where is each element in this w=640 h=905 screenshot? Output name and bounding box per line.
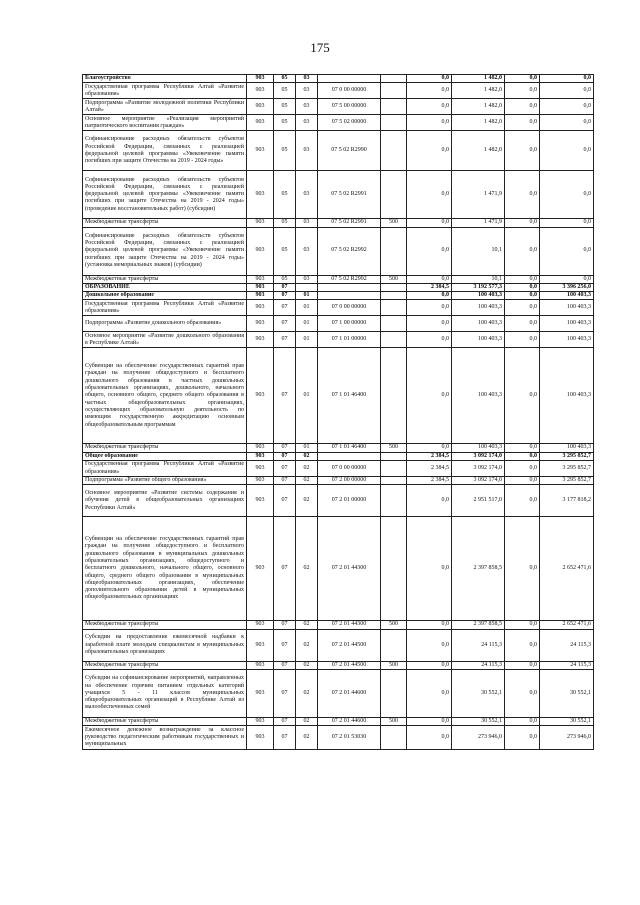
cell-v4: 2 652 471,6 bbox=[540, 621, 594, 629]
cell-csr: 07 0 00 00000 bbox=[318, 461, 381, 477]
cell-vr: 500 bbox=[381, 444, 407, 452]
cell-v4: 0,0 bbox=[540, 275, 594, 283]
cell-v1: 0,0 bbox=[407, 131, 452, 171]
cell-adm: 903 bbox=[247, 300, 274, 316]
cell-v4: 3 295 852,7 bbox=[540, 461, 594, 477]
cell-v4: 0,0 bbox=[540, 171, 594, 219]
cell-pr: 01 bbox=[296, 300, 318, 316]
cell-v4: 0,0 bbox=[540, 115, 594, 131]
cell-name: Софинансирование расходных обязательств субъектов Российской Федерации, связанных с реализацией федеральной целевой программы «Увековечение памяти погибших при защите Отечества на 2019 - 2024 годы» bbox=[83, 131, 247, 171]
cell-adm: 903 bbox=[247, 219, 274, 227]
cell-v3: 0,0 bbox=[505, 517, 540, 621]
cell-v1: 2 384,5 bbox=[407, 283, 452, 291]
cell-adm: 903 bbox=[247, 444, 274, 452]
cell-v3: 0,0 bbox=[505, 629, 540, 661]
cell-vr: 500 bbox=[381, 219, 407, 227]
cell-pr: 03 bbox=[296, 227, 318, 275]
cell-v2: 3 192 577,3 bbox=[452, 283, 505, 291]
cell-adm: 903 bbox=[247, 171, 274, 219]
cell-pr: 02 bbox=[296, 629, 318, 661]
cell-v1: 0,0 bbox=[407, 99, 452, 115]
cell-v3: 0,0 bbox=[505, 444, 540, 452]
table-row bbox=[83, 275, 594, 283]
cell-v2: 3 092 174,0 bbox=[452, 452, 505, 460]
cell-v3: 0,0 bbox=[505, 726, 540, 750]
table-row bbox=[83, 717, 594, 725]
table-row bbox=[83, 75, 594, 83]
table-row bbox=[83, 131, 594, 171]
cell-pr: 02 bbox=[296, 485, 318, 517]
cell-rz: 07 bbox=[274, 661, 296, 669]
cell-v1: 0,0 bbox=[407, 348, 452, 444]
cell-csr: 07 5 02 R2991 bbox=[318, 219, 381, 227]
cell-adm: 903 bbox=[247, 275, 274, 283]
cell-csr: 07 1 00 00000 bbox=[318, 316, 381, 332]
cell-vr bbox=[381, 348, 407, 444]
cell-v1: 0,0 bbox=[407, 300, 452, 316]
cell-csr: 07 5 02 00000 bbox=[318, 115, 381, 131]
cell-vr bbox=[381, 292, 407, 300]
cell-v3: 0,0 bbox=[505, 219, 540, 227]
cell-v3: 0,0 bbox=[505, 477, 540, 485]
cell-vr bbox=[381, 477, 407, 485]
table-row bbox=[83, 629, 594, 661]
cell-v1: 0,0 bbox=[407, 629, 452, 661]
cell-v2: 1 471,9 bbox=[452, 219, 505, 227]
cell-rz: 07 bbox=[274, 477, 296, 485]
cell-adm: 903 bbox=[247, 452, 274, 460]
table-row bbox=[83, 300, 594, 316]
cell-v3: 0,0 bbox=[505, 621, 540, 629]
table-row bbox=[83, 621, 594, 629]
cell-name: Межбюджетные трансферты bbox=[83, 275, 247, 283]
cell-v1: 0,0 bbox=[407, 316, 452, 332]
cell-rz: 05 bbox=[274, 99, 296, 115]
cell-adm: 903 bbox=[247, 75, 274, 83]
cell-vr bbox=[381, 300, 407, 316]
cell-adm: 903 bbox=[247, 477, 274, 485]
cell-v4: 273 946,0 bbox=[540, 726, 594, 750]
cell-v1: 0,0 bbox=[407, 661, 452, 669]
cell-name: Основное мероприятие «Развитие системы содержания и обучения детей в общеобразовательных организациях Республики Алтай» bbox=[83, 485, 247, 517]
cell-vr bbox=[381, 629, 407, 661]
cell-v1: 0,0 bbox=[407, 115, 452, 131]
cell-pr: 02 bbox=[296, 452, 318, 460]
table-row bbox=[83, 661, 594, 669]
cell-v2: 30 552,1 bbox=[452, 717, 505, 725]
cell-pr: 02 bbox=[296, 517, 318, 621]
cell-rz: 07 bbox=[274, 348, 296, 444]
cell-pr: 02 bbox=[296, 477, 318, 485]
cell-vr bbox=[381, 669, 407, 717]
cell-pr: 02 bbox=[296, 621, 318, 629]
table-row bbox=[83, 461, 594, 477]
cell-rz: 07 bbox=[274, 669, 296, 717]
cell-csr: 07 0 00 00000 bbox=[318, 83, 381, 99]
cell-csr: 07 1 01 46400 bbox=[318, 444, 381, 452]
cell-v1: 0,0 bbox=[407, 292, 452, 300]
cell-vr bbox=[381, 115, 407, 131]
cell-v2: 1 482,0 bbox=[452, 131, 505, 171]
cell-name: Межбюджетные трансферты bbox=[83, 621, 247, 629]
cell-name: Межбюджетные трансферты bbox=[83, 444, 247, 452]
cell-v2: 100 403,3 bbox=[452, 300, 505, 316]
cell-v1: 0,0 bbox=[407, 726, 452, 750]
cell-vr bbox=[381, 726, 407, 750]
cell-pr: 03 bbox=[296, 275, 318, 283]
cell-adm: 903 bbox=[247, 485, 274, 517]
cell-v4: 0,0 bbox=[540, 75, 594, 83]
cell-vr bbox=[381, 131, 407, 171]
cell-v3: 0,0 bbox=[505, 99, 540, 115]
cell-v1: 0,0 bbox=[407, 669, 452, 717]
cell-v2: 100 403,3 bbox=[452, 292, 505, 300]
cell-rz: 05 bbox=[274, 131, 296, 171]
cell-pr: 02 bbox=[296, 669, 318, 717]
cell-v4: 3 177 818,2 bbox=[540, 485, 594, 517]
cell-v2: 3 092 174,0 bbox=[452, 461, 505, 477]
cell-v1: 0,0 bbox=[407, 621, 452, 629]
cell-name: Общее образование bbox=[83, 452, 247, 460]
cell-name: Подпрограмма «Развитие общего образования» bbox=[83, 477, 247, 485]
cell-rz: 05 bbox=[274, 227, 296, 275]
cell-rz: 05 bbox=[274, 83, 296, 99]
cell-v2: 1 482,0 bbox=[452, 83, 505, 99]
cell-rz: 05 bbox=[274, 219, 296, 227]
cell-csr: 07 1 01 46400 bbox=[318, 348, 381, 444]
cell-v4: 0,0 bbox=[540, 219, 594, 227]
cell-rz: 07 bbox=[274, 461, 296, 477]
cell-vr bbox=[381, 283, 407, 291]
cell-vr: 500 bbox=[381, 717, 407, 725]
cell-rz: 07 bbox=[274, 629, 296, 661]
cell-v2: 30 552,1 bbox=[452, 669, 505, 717]
cell-v4: 100 403,3 bbox=[540, 316, 594, 332]
cell-csr bbox=[318, 75, 381, 83]
cell-v4: 3 295 852,7 bbox=[540, 452, 594, 460]
cell-vr bbox=[381, 517, 407, 621]
cell-name: Межбюджетные трансферты bbox=[83, 717, 247, 725]
cell-csr: 07 2 01 44600 bbox=[318, 717, 381, 725]
cell-v3: 0,0 bbox=[505, 115, 540, 131]
cell-csr: 07 0 00 00000 bbox=[318, 300, 381, 316]
cell-vr bbox=[381, 316, 407, 332]
cell-vr: 500 bbox=[381, 275, 407, 283]
cell-pr: 02 bbox=[296, 726, 318, 750]
cell-name: Межбюджетные трансферты bbox=[83, 219, 247, 227]
cell-v4: 3 295 852,7 bbox=[540, 477, 594, 485]
table-row bbox=[83, 348, 594, 444]
cell-name: Благоустройство bbox=[83, 75, 247, 83]
cell-v2: 273 946,0 bbox=[452, 726, 505, 750]
table-row bbox=[83, 219, 594, 227]
cell-adm: 903 bbox=[247, 332, 274, 348]
cell-rz: 07 bbox=[274, 452, 296, 460]
cell-v3: 0,0 bbox=[505, 275, 540, 283]
cell-v3: 0,0 bbox=[505, 661, 540, 669]
cell-v1: 0,0 bbox=[407, 75, 452, 83]
cell-pr: 03 bbox=[296, 99, 318, 115]
cell-pr: 01 bbox=[296, 316, 318, 332]
cell-adm: 903 bbox=[247, 621, 274, 629]
cell-vr bbox=[381, 332, 407, 348]
cell-adm: 903 bbox=[247, 717, 274, 725]
cell-name: Субвенции на обеспечение государственных гарантий прав граждан на получение общедоступного и бесплатного дошкольного образования в частных дошкольных образовательных организациях, дошкольного, начального общего, основного общего, среднего общего образования в частных общеобразовательных организациях, осуществляющих образовательную деятельность по имеющим государственную аккредитацию основным общеобразовательным программам bbox=[83, 348, 247, 444]
cell-v1: 0,0 bbox=[407, 83, 452, 99]
cell-csr: 07 2 01 00000 bbox=[318, 485, 381, 517]
cell-v4: 100 403,3 bbox=[540, 444, 594, 452]
table-row bbox=[83, 316, 594, 332]
cell-v2: 3 092 174,0 bbox=[452, 477, 505, 485]
cell-csr: 07 5 02 R2992 bbox=[318, 227, 381, 275]
cell-name: Подпрограмма «Развитие молодежной политики Республики Алтай» bbox=[83, 99, 247, 115]
cell-rz: 07 bbox=[274, 292, 296, 300]
cell-v1: 2 384,5 bbox=[407, 461, 452, 477]
cell-rz: 07 bbox=[274, 517, 296, 621]
cell-v1: 2 384,5 bbox=[407, 477, 452, 485]
cell-v1: 2 384,5 bbox=[407, 452, 452, 460]
cell-csr: 07 2 00 00000 bbox=[318, 477, 381, 485]
cell-csr: 07 2 01 44300 bbox=[318, 621, 381, 629]
cell-name: Основное мероприятие «Развитие дошкольного образования в Республике Алтай» bbox=[83, 332, 247, 348]
cell-vr bbox=[381, 83, 407, 99]
cell-v2: 10,1 bbox=[452, 227, 505, 275]
cell-rz: 07 bbox=[274, 621, 296, 629]
cell-adm: 903 bbox=[247, 517, 274, 621]
cell-adm: 903 bbox=[247, 131, 274, 171]
cell-v4: 2 652 471,6 bbox=[540, 517, 594, 621]
cell-name: Софинансирование расходных обязательств субъектов Российской Федерации, связанных с реализацией федеральной целевой программы «Увековечение памяти погибших при защите Отечества на 2019 - 2024 годы» (установка мемориальных знаков) (субсидии) bbox=[83, 227, 247, 275]
cell-vr bbox=[381, 227, 407, 275]
cell-v1: 0,0 bbox=[407, 717, 452, 725]
cell-v1: 0,0 bbox=[407, 485, 452, 517]
cell-csr: 07 2 01 53030 bbox=[318, 726, 381, 750]
cell-v3: 0,0 bbox=[505, 669, 540, 717]
table-row bbox=[83, 332, 594, 348]
cell-v3: 0,0 bbox=[505, 75, 540, 83]
cell-pr: 01 bbox=[296, 348, 318, 444]
cell-vr bbox=[381, 99, 407, 115]
cell-csr: 07 2 01 44500 bbox=[318, 629, 381, 661]
cell-rz: 07 bbox=[274, 300, 296, 316]
cell-v1: 0,0 bbox=[407, 219, 452, 227]
cell-v3: 0,0 bbox=[505, 316, 540, 332]
cell-rz: 07 bbox=[274, 717, 296, 725]
cell-adm: 903 bbox=[247, 99, 274, 115]
cell-pr: 02 bbox=[296, 661, 318, 669]
cell-v3: 0,0 bbox=[505, 292, 540, 300]
cell-name: Основное мероприятие «Реализация мероприятий патриотического воспитания граждан» bbox=[83, 115, 247, 131]
cell-v4: 100 403,3 bbox=[540, 332, 594, 348]
cell-v3: 0,0 bbox=[505, 131, 540, 171]
cell-adm: 903 bbox=[247, 669, 274, 717]
cell-name: Межбюджетные трансферты bbox=[83, 661, 247, 669]
cell-name: Дошкольное образование bbox=[83, 292, 247, 300]
cell-vr bbox=[381, 452, 407, 460]
cell-rz: 07 bbox=[274, 283, 296, 291]
table-row bbox=[83, 517, 594, 621]
cell-v2: 1 482,0 bbox=[452, 99, 505, 115]
cell-v3: 0,0 bbox=[505, 717, 540, 725]
cell-v2: 2 951 517,0 bbox=[452, 485, 505, 517]
budget-table bbox=[82, 74, 594, 750]
cell-csr: 07 5 00 00000 bbox=[318, 99, 381, 115]
cell-csr: 07 2 01 44300 bbox=[318, 517, 381, 621]
cell-v3: 0,0 bbox=[505, 283, 540, 291]
cell-v2: 1 482,0 bbox=[452, 115, 505, 131]
cell-v3: 0,0 bbox=[505, 348, 540, 444]
cell-csr bbox=[318, 292, 381, 300]
cell-csr bbox=[318, 283, 381, 291]
table-row bbox=[83, 115, 594, 131]
cell-adm: 903 bbox=[247, 316, 274, 332]
cell-csr: 07 5 02 R2992 bbox=[318, 275, 381, 283]
cell-pr: 02 bbox=[296, 717, 318, 725]
cell-adm: 903 bbox=[247, 283, 274, 291]
cell-pr: 03 bbox=[296, 83, 318, 99]
cell-name: Подпрограмма «Развитие дошкольного образования» bbox=[83, 316, 247, 332]
cell-name: Ежемесячное денежное вознаграждение за классное руководство педагогическим работникам государственных и муниципальных bbox=[83, 726, 247, 750]
cell-adm: 903 bbox=[247, 292, 274, 300]
cell-vr: 500 bbox=[381, 621, 407, 629]
cell-v4: 0,0 bbox=[540, 227, 594, 275]
table-row bbox=[83, 444, 594, 452]
cell-rz: 07 bbox=[274, 444, 296, 452]
cell-csr: 07 2 01 44500 bbox=[318, 661, 381, 669]
cell-v3: 0,0 bbox=[505, 227, 540, 275]
cell-csr: 07 1 01 00000 bbox=[318, 332, 381, 348]
table-row bbox=[83, 477, 594, 485]
page-number: 175 bbox=[310, 40, 330, 55]
cell-vr bbox=[381, 485, 407, 517]
table-row bbox=[83, 292, 594, 300]
cell-v3: 0,0 bbox=[505, 83, 540, 99]
table-row bbox=[83, 171, 594, 219]
cell-pr: 01 bbox=[296, 332, 318, 348]
cell-name: Софинансирование расходных обязательств субъектов Российской Федерации, связанных с реализацией федеральной целевой программы «Увековечение памяти погибших при защите Отечества на 2019 - 2024 годы» (проведение восстановительных работ) (субсидии) bbox=[83, 171, 247, 219]
cell-rz: 07 bbox=[274, 316, 296, 332]
cell-v2: 100 403,3 bbox=[452, 348, 505, 444]
table-row bbox=[83, 99, 594, 115]
cell-vr bbox=[381, 461, 407, 477]
cell-pr: 02 bbox=[296, 461, 318, 477]
cell-vr bbox=[381, 75, 407, 83]
cell-csr bbox=[318, 452, 381, 460]
cell-rz: 07 bbox=[274, 485, 296, 517]
cell-pr: 01 bbox=[296, 292, 318, 300]
cell-v3: 0,0 bbox=[505, 171, 540, 219]
cell-pr: 01 bbox=[296, 444, 318, 452]
cell-rz: 05 bbox=[274, 115, 296, 131]
cell-v4: 0,0 bbox=[540, 131, 594, 171]
cell-v1: 0,0 bbox=[407, 517, 452, 621]
cell-v4: 0,0 bbox=[540, 83, 594, 99]
table-row bbox=[83, 669, 594, 717]
cell-name: Государственная программа Республики Алтай «Развитие образования» bbox=[83, 83, 247, 99]
cell-v2: 10,1 bbox=[452, 275, 505, 283]
table-row bbox=[83, 227, 594, 275]
cell-v4: 30 552,1 bbox=[540, 669, 594, 717]
cell-csr: 07 5 02 R2990 bbox=[318, 131, 381, 171]
cell-v2: 2 397 858,5 bbox=[452, 517, 505, 621]
table-row bbox=[83, 726, 594, 750]
cell-v4: 24 115,3 bbox=[540, 629, 594, 661]
cell-v3: 0,0 bbox=[505, 332, 540, 348]
cell-adm: 903 bbox=[247, 83, 274, 99]
cell-name: Субсидии на предоставление ежемесячной надбавки к заработной плате молодым специалистам в муниципальных образовательных организациях bbox=[83, 629, 247, 661]
cell-v3: 0,0 bbox=[505, 461, 540, 477]
cell-v2: 100 403,3 bbox=[452, 332, 505, 348]
cell-rz: 07 bbox=[274, 332, 296, 348]
cell-adm: 903 bbox=[247, 115, 274, 131]
cell-v4: 0,0 bbox=[540, 99, 594, 115]
cell-name: Государственная программа Республики Алтай «Развитие образования» bbox=[83, 300, 247, 316]
cell-v2: 24 115,3 bbox=[452, 629, 505, 661]
cell-pr: 03 bbox=[296, 171, 318, 219]
table-row bbox=[83, 283, 594, 291]
cell-adm: 903 bbox=[247, 227, 274, 275]
cell-v1: 0,0 bbox=[407, 227, 452, 275]
cell-vr bbox=[381, 171, 407, 219]
cell-v1: 0,0 bbox=[407, 444, 452, 452]
cell-rz: 07 bbox=[274, 726, 296, 750]
cell-adm: 903 bbox=[247, 726, 274, 750]
cell-vr: 500 bbox=[381, 661, 407, 669]
cell-v4: 24 115,3 bbox=[540, 661, 594, 669]
cell-name: ОБРАЗОВАНИЕ bbox=[83, 283, 247, 291]
cell-v1: 0,0 bbox=[407, 275, 452, 283]
table-row bbox=[83, 452, 594, 460]
cell-v1: 0,0 bbox=[407, 171, 452, 219]
cell-pr: 03 bbox=[296, 115, 318, 131]
cell-v2: 24 115,3 bbox=[452, 661, 505, 669]
cell-adm: 903 bbox=[247, 348, 274, 444]
cell-v4: 100 403,3 bbox=[540, 300, 594, 316]
cell-v4: 100 403,3 bbox=[540, 348, 594, 444]
table-row bbox=[83, 83, 594, 99]
cell-name: Субвенции на обеспечение государственных гарантий прав граждан на получение общедоступного и бесплатного дошкольного образования в муниципальных дошкольных образовательных организациях, общедоступного и бесплатного дошкольного, начального общего, основного общего, среднего общего образования в муниципальных общеобразовательных организациях, обеспечение дополнительного образования детей в муниципальных общеобразовательных организациях bbox=[83, 517, 247, 621]
cell-v3: 0,0 bbox=[505, 485, 540, 517]
table-row bbox=[83, 485, 594, 517]
cell-v2: 100 403,3 bbox=[452, 444, 505, 452]
cell-v3: 0,0 bbox=[505, 300, 540, 316]
cell-v4: 3 396 256,0 bbox=[540, 283, 594, 291]
cell-rz: 05 bbox=[274, 171, 296, 219]
cell-v1: 0,0 bbox=[407, 332, 452, 348]
cell-v2: 2 397 858,5 bbox=[452, 621, 505, 629]
cell-pr: 03 bbox=[296, 131, 318, 171]
cell-rz: 05 bbox=[274, 275, 296, 283]
cell-adm: 903 bbox=[247, 461, 274, 477]
cell-pr: 03 bbox=[296, 219, 318, 227]
cell-name: Субсидии на софинансирование мероприятий, направленных на обеспечение горячим питанием отдельных категорий учащихся 5 - 11 классов муниципальных общеобразовательных организаций в Республике Алтай из малообеспеченных семей bbox=[83, 669, 247, 717]
cell-v2: 1 471,9 bbox=[452, 171, 505, 219]
cell-v4: 100 403,3 bbox=[540, 292, 594, 300]
cell-v2: 1 482,0 bbox=[452, 75, 505, 83]
cell-adm: 903 bbox=[247, 629, 274, 661]
cell-v4: 30 552,1 bbox=[540, 717, 594, 725]
cell-name: Государственная программа Республики Алтай «Развитие образования» bbox=[83, 461, 247, 477]
cell-csr: 07 2 01 44600 bbox=[318, 669, 381, 717]
cell-pr: 03 bbox=[296, 75, 318, 83]
cell-csr: 07 5 02 R2991 bbox=[318, 171, 381, 219]
cell-v2: 100 403,3 bbox=[452, 316, 505, 332]
cell-pr bbox=[296, 283, 318, 291]
cell-v3: 0,0 bbox=[505, 452, 540, 460]
cell-adm: 903 bbox=[247, 661, 274, 669]
cell-rz: 05 bbox=[274, 75, 296, 83]
